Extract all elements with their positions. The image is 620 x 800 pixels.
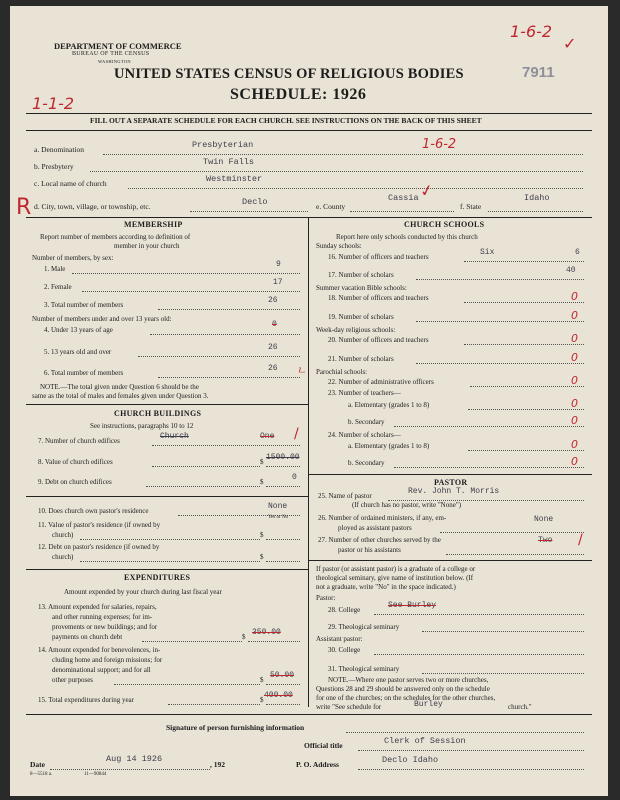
q5-value: 26 <box>268 343 278 352</box>
state-label: f. State <box>460 202 482 211</box>
q10-label: 10. Does church own pastor's residence <box>38 507 149 515</box>
membership-intro-1: Report number of members according to definition of <box>40 233 191 241</box>
graduate-line-2: theological seminary, give name of institution below. (If <box>316 574 474 582</box>
q27-mark: / <box>578 532 583 548</box>
annotation-top-left: 1-1-2 <box>32 94 75 113</box>
q16-typed-value: Six <box>480 248 495 257</box>
address-value: Declo Idaho <box>382 755 439 765</box>
q15-label: 15. Total expenditures during year <box>38 696 134 704</box>
q28-label: 28. College <box>328 606 361 614</box>
schools-heading: CHURCH SCHOOLS <box>404 220 485 229</box>
buildings-heading: CHURCH BUILDINGS <box>114 409 202 418</box>
expenditures-heading: EXPENDITURES <box>124 573 191 582</box>
q27-line-2: pastor or his assistants <box>338 546 401 554</box>
pastor-note-3: for one of the churches; on the schedules for the other churches, <box>316 694 496 702</box>
q9-value: 0 <box>292 473 297 482</box>
schedule-title: SCHEDULE: 1926 <box>230 86 367 103</box>
q23a-label: a. Elementary (grades 1 to 8) <box>348 401 430 409</box>
date-label: Date <box>30 760 45 769</box>
church-name-line <box>128 188 583 189</box>
pastor-note-5: church." <box>508 703 532 711</box>
print-number: 11—90844 <box>84 772 107 777</box>
q7-label: 7. Number of church edifices <box>38 437 120 445</box>
assistant-sublabel: Assistant pastor: <box>316 635 363 643</box>
q25-value: Rev. John T. Morris <box>408 487 500 496</box>
q24-label: 24. Number of scholars— <box>328 431 401 439</box>
official-title-label: Official title <box>304 741 343 750</box>
q23b-label: b. Secondary <box>348 418 385 426</box>
city-line <box>190 211 308 212</box>
form-number: 8—5518 a. <box>30 772 53 777</box>
signature-label: Signature of person furnishing information <box>166 723 305 732</box>
q14-value: 50.00 <box>270 671 295 680</box>
q14-line-3: denominational support; and for all <box>52 666 151 674</box>
weekday-label: Week-day religious schools: <box>316 326 396 334</box>
q13-value: 350.00 <box>252 628 281 637</box>
q11-label-2: church) <box>52 531 74 539</box>
county-label: e. County <box>316 202 346 211</box>
church-name-value: Westminster <box>206 174 263 184</box>
membership-heading: MEMBERSHIP <box>124 220 183 229</box>
q12-dollar: $ <box>260 553 264 561</box>
bureau-name: BUREAU OF THE CENSUS <box>72 51 150 57</box>
denomination-label: a. Denomination <box>34 145 84 154</box>
q26-line-1: 26. Number of ordained ministers, if any, em- <box>318 514 447 522</box>
q23b-value: 0 <box>571 414 578 427</box>
q17-value: 40 <box>566 266 576 275</box>
q8-dollar: $ <box>260 458 264 466</box>
q3-label: 3. Total number of members <box>44 301 124 309</box>
q25-hint: (If church has no pastor, write "None") <box>352 501 462 509</box>
dept-name: DEPARTMENT OF COMMERCE <box>54 41 182 51</box>
church-name-label: c. Local name of church <box>34 179 107 188</box>
membership-note-1: NOTE.—The total given under Question 6 should be the <box>40 383 199 391</box>
q6-tick-icon: ㄴ <box>296 364 307 377</box>
body-rule-top <box>26 217 592 218</box>
denomination-line <box>103 154 583 155</box>
q27-line-1: 27. Number of other churches served by the <box>318 536 441 544</box>
parochial-label: Parochial schools: <box>316 368 368 376</box>
q20-label: 20. Number of officers and teachers <box>328 336 429 344</box>
membership-intro-2: member in your church <box>114 242 180 250</box>
q26-value: None <box>534 515 554 524</box>
pastor-note-value: Burley <box>414 700 443 709</box>
q22-value: 0 <box>571 374 578 387</box>
q6-label: 6. Total number of members <box>44 369 124 377</box>
q19-label: 19. Number of scholars <box>328 313 394 321</box>
q15-dollar: $ <box>260 696 264 704</box>
q23a-value: 0 <box>571 397 578 410</box>
q10-value: None <box>268 502 288 511</box>
q27-value: Two <box>538 536 553 545</box>
q18-value: 0 <box>571 290 578 303</box>
q6-value: 26 <box>268 364 278 373</box>
membership-note-2: same as the total of males and females given under Question 3. <box>32 392 209 400</box>
q4-label: 4. Under 13 years of age <box>44 326 113 334</box>
annotation-top-right: 1-6-2 <box>510 22 553 41</box>
q16-label: 16. Number of officers and teachers <box>328 253 429 261</box>
presbytery-label: b. Presbytery <box>34 162 74 171</box>
q12-label-1: 12. Debt on pastor's residence (if owned by <box>38 543 160 551</box>
q20-value: 0 <box>571 332 578 345</box>
q22-label: 22. Number of administrative officers <box>328 378 434 386</box>
stamp-number: 7911 <box>522 64 555 81</box>
q1-label: 1. Male <box>44 265 66 273</box>
q30-label: 30. College <box>328 646 361 654</box>
pastor-note-4: write "See schedule for <box>316 703 382 711</box>
margin-mark: R <box>16 195 32 220</box>
city-value: Declo <box>242 197 268 207</box>
form-instruction: FILL OUT A SEPARATE SCHEDULE FOR EACH CHURCH. SEE INSTRUCTIONS ON THE BACK OF THIS SHEET <box>90 116 482 125</box>
pastor-sublabel: Pastor: <box>316 594 336 602</box>
q8-label: 8. Value of church edifices <box>38 458 113 466</box>
header-rule-top <box>26 113 592 114</box>
graduate-line-3: not a graduate, write "No" in the space indicated.) <box>316 583 456 591</box>
header-rule-bottom <box>26 130 592 131</box>
q18-label: 18. Number of officers and teachers <box>328 294 429 302</box>
q24b-value: 0 <box>571 455 578 468</box>
q29-label: 29. Theological seminary <box>328 623 400 631</box>
q17-label: 17. Number of scholars <box>328 271 394 279</box>
presbytery-value: Twin Falls <box>203 157 255 167</box>
q14-line-2: cluding home and foreign missions; for <box>52 656 163 664</box>
q24a-label: a. Elementary (grades 1 to 8) <box>348 442 430 450</box>
column-divider <box>308 217 309 707</box>
q11-dollar: $ <box>260 531 264 539</box>
q7-struck-value: Church <box>160 432 189 441</box>
q12-label-2: church) <box>52 553 74 561</box>
q13-dollar: $ <box>242 633 246 641</box>
q14-dollar: $ <box>260 676 264 684</box>
q1-male-value: 9 <box>276 260 281 269</box>
census-schedule-sheet <box>10 6 608 796</box>
signature-line <box>346 732 584 733</box>
q13-line-2: and other running expenses; for im- <box>52 613 153 621</box>
bureau-city: WASHINGTON <box>98 59 131 64</box>
q8-value: 1500.00 <box>266 453 300 462</box>
q26-line-2: ployed as assistant pastors <box>338 524 412 532</box>
checkmark-icon: ✓ <box>563 34 577 53</box>
expenditures-sub: Amount expended by your church during last fiscal year <box>64 588 222 596</box>
county-line <box>350 211 454 212</box>
state-line <box>488 211 583 212</box>
q3-total-value: 26 <box>268 296 278 305</box>
q7-value: One <box>260 432 275 441</box>
q14-line-4: other purposes <box>52 676 94 684</box>
q16-value: 6 <box>575 248 580 257</box>
q4-value: 0 <box>272 320 277 329</box>
q2-female-value: 17 <box>273 278 283 287</box>
address-label: P. O. Address <box>296 760 339 769</box>
form-title: UNITED STATES CENSUS OF RELIGIOUS BODIES <box>114 66 464 82</box>
county-value: Cassia <box>388 193 419 203</box>
q31-label: 31. Theological seminary <box>328 665 400 673</box>
q13-line-3: provements or new buildings; and for <box>52 623 158 631</box>
q21-label: 21. Number of scholars <box>328 355 394 363</box>
q13-line-4: payments on church debt <box>52 633 123 641</box>
members-by-sex-label: Number of members, by sex: <box>32 254 114 262</box>
schools-intro: Report here only schools conducted by this church <box>336 233 478 241</box>
pastor-note-1: NOTE.—Where one pastor serves two or more churches, <box>328 676 489 684</box>
denomination-annotation: 1-6-2 <box>422 137 457 152</box>
official-title-value: Clerk of Session <box>384 736 466 746</box>
state-value: Idaho <box>524 193 550 203</box>
date-year-suffix: , 192 <box>210 760 225 769</box>
buildings-sub: See instructions, paragraphs 10 to 12 <box>90 422 194 430</box>
denomination-value: Presbyterian <box>192 140 254 150</box>
q23-label: 23. Number of teachers— <box>328 389 401 397</box>
presbytery-line <box>90 171 583 172</box>
q21-value: 0 <box>571 351 578 364</box>
q13-line-1: 13. Amount expended for salaries, repairs, <box>38 603 157 611</box>
date-value: Aug 14 1926 <box>106 754 163 764</box>
q24a-value: 0 <box>571 438 578 451</box>
q7-mark: / <box>294 426 299 442</box>
q9-label: 9. Debt on church edifices <box>38 478 112 486</box>
body-rule-bottom <box>26 714 592 715</box>
county-check-icon: ✓ <box>418 179 436 202</box>
graduate-line-1: If pastor (or assistant pastor) is a graduate of a college or <box>316 565 476 573</box>
q2-label: 2. Female <box>44 283 72 291</box>
q11-label-1: 11. Value of pastor's residence (if owned by <box>38 521 161 529</box>
pastor-heading: PASTOR <box>434 478 468 487</box>
q5-label: 5. 13 years old and over <box>44 348 112 356</box>
q24b-label: b. Secondary <box>348 459 385 467</box>
q15-value: 400.00 <box>264 691 293 700</box>
sunday-label: Sunday schools: <box>316 242 362 250</box>
q28-value: See Burley <box>388 601 437 610</box>
q10-hint: Yes or No <box>268 515 289 520</box>
city-label: d. City, town, village, or township, etc. <box>34 202 151 211</box>
q9-dollar: $ <box>260 478 264 486</box>
q19-value: 0 <box>571 309 578 322</box>
q14-line-1: 14. Amount expended for benevolences, in- <box>38 646 161 654</box>
q25-label: 25. Name of pastor <box>318 492 372 500</box>
summer-label: Summer vacation Bible schools: <box>316 284 407 292</box>
pastor-note-2: Questions 28 and 29 should be answered only on the schedule <box>316 685 490 693</box>
age-intro-label: Number of members under and over 13 years old: <box>32 315 172 323</box>
